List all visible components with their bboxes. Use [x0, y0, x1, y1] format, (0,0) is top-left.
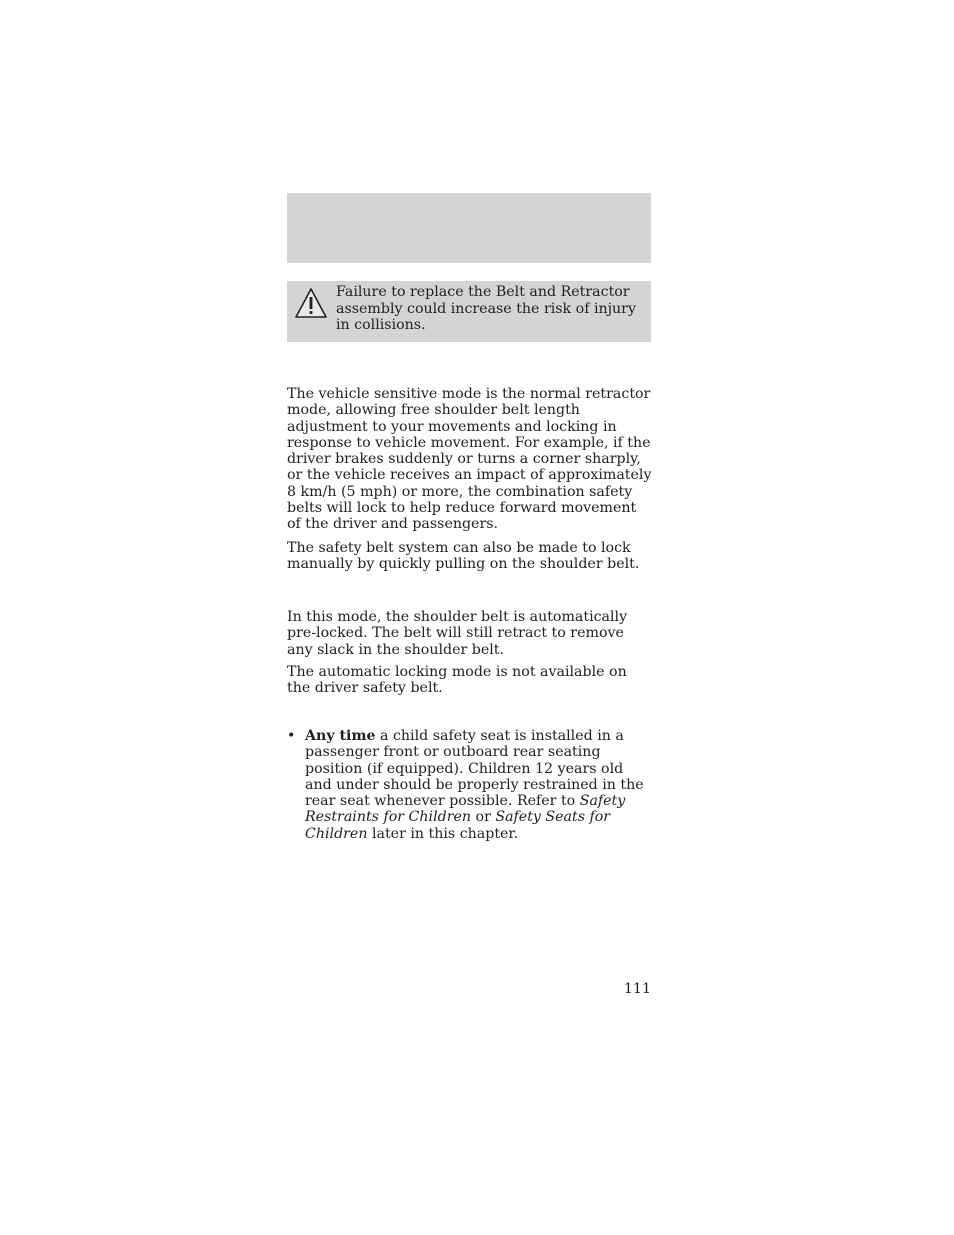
bullet-text-part-1: a child safety seat is installed in a passenger front or outboard rear seating position (if equipped). Children 12 years old and under should be properly restrained in the rear seat whenever possible. Refer to — [305, 728, 644, 810]
paragraph-manual-lock: The safety belt system can also be made to lock manually by quickly pulling on the shoulder belt. — [287, 540, 640, 573]
warning-text: Failure to replace the Belt and Retractor assembly could increase the risk of injury in collisions. — [336, 284, 636, 333]
reference-safety-seats: Safety Seats for Children — [305, 809, 611, 842]
bullet-marker: • — [287, 728, 296, 744]
bullet-text — [305, 728, 653, 842]
bullet-list-item — [287, 728, 653, 842]
section-header-band — [287, 193, 651, 263]
bullet-lead-bold: Any time — [305, 728, 376, 744]
warning-box — [287, 281, 651, 342]
paragraph-vehicle-sensitive-mode: The vehicle sensitive mode is the normal retractor mode, allowing free shoulder belt length adjustment to your movements and locking in response to vehicle movement. For example, if the driver brakes suddenly or turns a corner sharply, or the vehicle receives an impact of approximately 8 km/h (5 mph) or more, the combination safety belts will lock to help reduce forward movement of the driver and passengers. — [287, 386, 652, 533]
paragraph-prelocked: In this mode, the shoulder belt is automatically pre-locked. The belt will still retract to remove any slack in the shoulder belt. — [287, 609, 628, 658]
bullet-joiner: or — [471, 809, 496, 826]
paragraph-not-available: The automatic locking mode is not available on the driver safety belt. — [287, 664, 627, 697]
reference-safety-restraints: Safety Restraints for Children — [305, 793, 626, 826]
warning-triangle-icon — [294, 287, 328, 319]
bullet-text-part-2: later in this chapter. — [367, 825, 519, 842]
page-number: 111 — [623, 981, 651, 997]
